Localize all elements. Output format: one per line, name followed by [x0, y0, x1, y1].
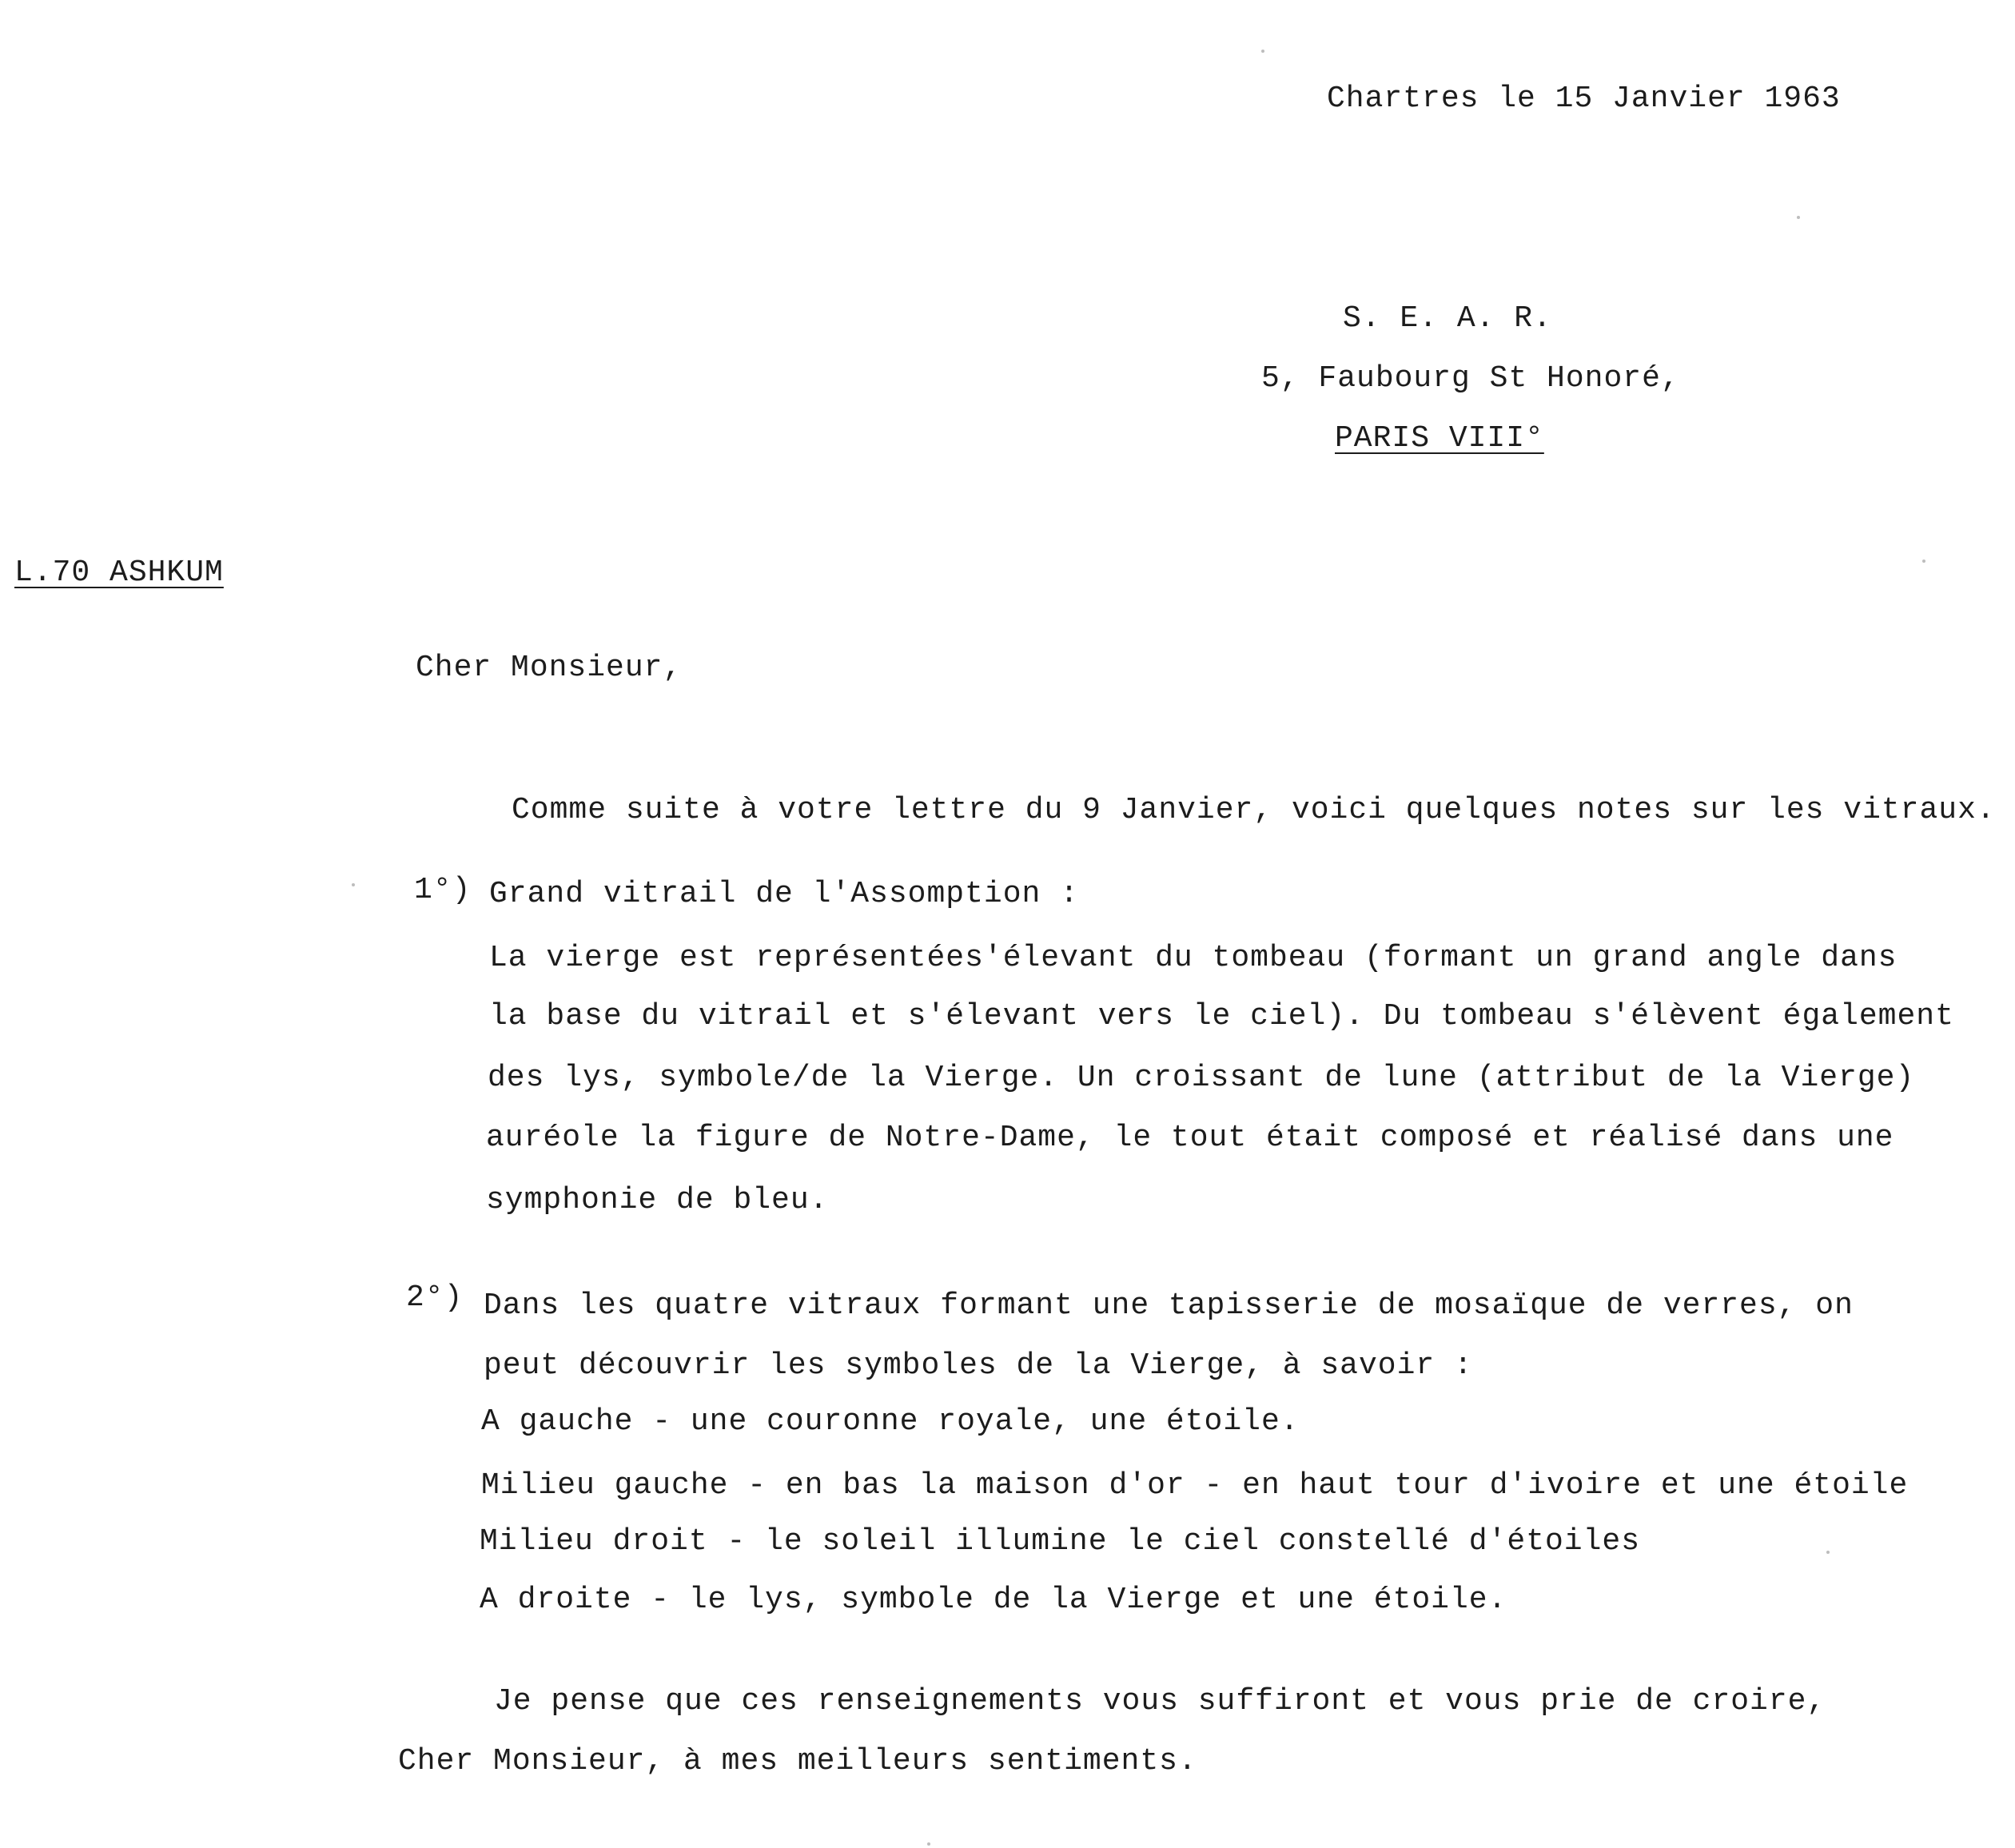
- letter-date: Chartres le 15 Janvier 1963: [1327, 82, 1841, 116]
- section-1-line: des lys, symbole/de la Vierge. Un croissant de lune (attribut de la Vierge): [488, 1061, 1915, 1095]
- scan-speck: [1797, 216, 1800, 219]
- recipient-name: S. E. A. R.: [1343, 301, 1552, 336]
- section-1-heading: Grand vitrail de l'Assomption :: [489, 877, 1079, 911]
- section-2-line: Milieu droit - le soleil illumine le ciel constellé d'étoiles: [480, 1524, 1641, 1559]
- section-1-line: la base du vitrail et s'élevant vers le ciel). Du tombeau s'élèvent également: [489, 999, 1954, 1034]
- section-1-line: La vierge est représentées'élevant du tombeau (formant un grand angle dans: [489, 941, 1898, 975]
- section-2-number: 2°): [406, 1280, 464, 1315]
- scan-speck: [352, 883, 355, 886]
- section-2-line: A gauche - une couronne royale, une étoile.: [481, 1404, 1300, 1439]
- section-2-heading: Dans les quatre vitraux formant une tapisserie de mosaïque de verres, on: [484, 1288, 1854, 1323]
- section-2-heading: peut découvrir les symboles de la Vierge, à savoir :: [484, 1348, 1473, 1383]
- closing-line: Je pense que ces renseignements vous suffiront et vous prie de croire,: [494, 1684, 1826, 1719]
- recipient-street: 5, Faubourg St Honoré,: [1261, 361, 1680, 396]
- section-1-number: 1°): [414, 873, 472, 907]
- section-2-line: Milieu gauche - en bas la maison d'or - en haut tour d'ivoire et une étoile: [481, 1468, 1909, 1503]
- scan-speck: [1922, 560, 1925, 563]
- closing-line: Cher Monsieur, à mes meilleurs sentiments.: [398, 1744, 1197, 1778]
- scan-speck: [1826, 1551, 1830, 1554]
- section-1-line: auréole la figure de Notre-Dame, le tout était composé et réalisé dans une: [486, 1121, 1894, 1155]
- section-2-line: A droite - le lys, symbole de la Vierge et une étoile.: [480, 1583, 1507, 1617]
- section-1-line: symphonie de bleu.: [486, 1183, 829, 1217]
- recipient-city: PARIS VIII°: [1335, 421, 1544, 456]
- salutation: Cher Monsieur,: [416, 651, 683, 685]
- scan-speck: [927, 1842, 930, 1846]
- intro-paragraph: Comme suite à votre lettre du 9 Janvier, voici quelques notes sur les vitraux.: [512, 793, 1996, 827]
- scan-speck: [1261, 50, 1264, 53]
- reference-number: L.70 ASHKUM: [14, 556, 224, 590]
